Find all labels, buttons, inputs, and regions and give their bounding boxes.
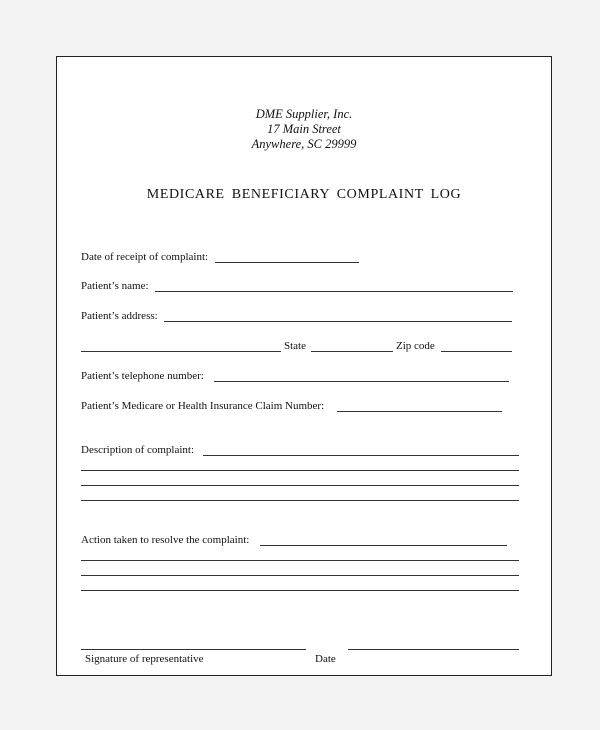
patient-address-line[interactable]	[164, 321, 512, 322]
state-label: State	[284, 340, 306, 352]
state-line[interactable]	[311, 351, 393, 352]
description-line-2[interactable]	[81, 470, 519, 471]
company-city: Anywhere, SC 29999	[251, 137, 357, 151]
action-taken-line-3[interactable]	[81, 575, 519, 576]
date-of-receipt-label: Date of receipt of complaint:	[81, 251, 209, 263]
date-label: Date	[315, 653, 336, 665]
action-taken-label: Action taken to resolve the complaint:	[81, 534, 250, 546]
zip-code-label: Zip code	[396, 340, 435, 352]
patient-name-line[interactable]	[155, 291, 513, 292]
claim-number-label: Patient’s Medicare or Health Insurance Claim Number:	[81, 400, 325, 412]
signature-label: Signature of representative	[85, 653, 204, 665]
action-taken-line-1[interactable]	[260, 545, 507, 546]
form-page	[56, 56, 552, 676]
city-line[interactable]	[81, 351, 281, 352]
claim-number-line[interactable]	[337, 411, 502, 412]
signature-line[interactable]	[81, 649, 306, 650]
description-line-3[interactable]	[81, 485, 519, 486]
date-of-receipt-line[interactable]	[215, 262, 359, 263]
patient-address-label: Patient’s address:	[81, 310, 158, 322]
description-label: Description of complaint:	[81, 444, 195, 456]
telephone-label: Patient’s telephone number:	[81, 370, 204, 382]
patient-name-label: Patient’s name:	[81, 280, 149, 292]
date-line[interactable]	[348, 649, 519, 650]
form-title: MEDICARE BENEFICIARY COMPLAINT LOG	[146, 187, 462, 202]
company-name: DME Supplier, Inc.	[255, 107, 353, 121]
action-taken-line-2[interactable]	[81, 560, 519, 561]
description-line-4[interactable]	[81, 500, 519, 501]
description-line-1[interactable]	[203, 455, 519, 456]
company-street: 17 Main Street	[267, 122, 341, 136]
zip-code-line[interactable]	[441, 351, 512, 352]
telephone-line[interactable]	[214, 381, 509, 382]
action-taken-line-4[interactable]	[81, 590, 519, 591]
